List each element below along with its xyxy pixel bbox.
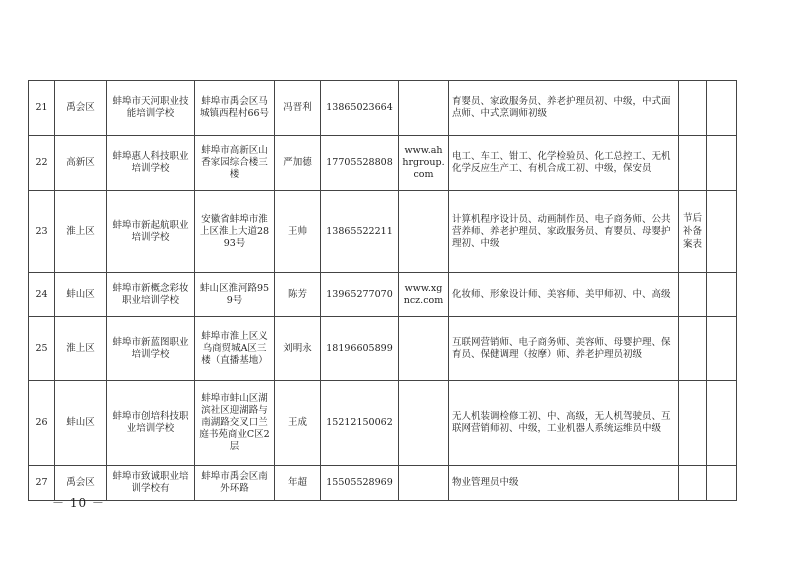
cell-address: 蚌埠市禹会区南外环路 — [195, 466, 275, 501]
page-number: － 10 － — [52, 496, 105, 510]
table-row — [29, 317, 737, 381]
cell-contact: 严加德 — [275, 136, 321, 191]
cell-district: 蚌山区 — [55, 273, 107, 317]
cell-courses: 计算机程序设计员、动画制作员、电子商务师、公共营养师、养老护理员、家政服务员、育婴员、母婴护理初、中级 — [449, 191, 679, 273]
cell-note — [679, 136, 707, 191]
cell-contact: 陈芳 — [275, 273, 321, 317]
cell-district: 淮上区 — [55, 191, 107, 273]
cell-no: 21 — [29, 81, 55, 136]
cell-courses: 物业管理员中级 — [449, 466, 679, 501]
cell-phone: 15505528969 — [321, 466, 399, 501]
cell-note — [679, 466, 707, 501]
cell-district: 高新区 — [55, 136, 107, 191]
cell-no: 25 — [29, 317, 55, 381]
cell-contact: 年超 — [275, 466, 321, 501]
cell-extra — [707, 81, 737, 136]
cell-website: www.xgncz.com — [399, 273, 449, 317]
cell-no: 26 — [29, 381, 55, 466]
cell-extra — [707, 136, 737, 191]
cell-school: 蚌埠市新蓝图职业培训学校 — [107, 317, 195, 381]
training-schools-table — [28, 80, 737, 501]
cell-website — [399, 191, 449, 273]
cell-courses: 育婴员、家政服务员、养老护理员初、中级，中式面点师、中式烹调师初级 — [449, 81, 679, 136]
cell-phone: 13865023664 — [321, 81, 399, 136]
cell-no: 24 — [29, 273, 55, 317]
table-row — [29, 81, 737, 136]
cell-school: 蚌埠市新概念彩妆职业培训学校 — [107, 273, 195, 317]
cell-school: 蚌埠市新起航职业培训学校 — [107, 191, 195, 273]
cell-address: 蚌山区淮河路959号 — [195, 273, 275, 317]
cell-note — [679, 317, 707, 381]
cell-note — [679, 273, 707, 317]
cell-no: 23 — [29, 191, 55, 273]
cell-address: 安徽省蚌埠市淮上区淮上大道2893号 — [195, 191, 275, 273]
cell-school: 蚌埠惠人科技职业培训学校 — [107, 136, 195, 191]
cell-contact: 王帅 — [275, 191, 321, 273]
cell-phone: 18196605899 — [321, 317, 399, 381]
table-row — [29, 273, 737, 317]
cell-courses: 化妆师、形象设计师、美容师、美甲师初、中、高级 — [449, 273, 679, 317]
cell-district: 禹会区 — [55, 466, 107, 501]
cell-phone: 13865522211 — [321, 191, 399, 273]
cell-website — [399, 381, 449, 466]
cell-website — [399, 81, 449, 136]
cell-address: 蚌埠市禹会区马城镇西程村66号 — [195, 81, 275, 136]
table-row — [29, 381, 737, 466]
cell-extra — [707, 317, 737, 381]
cell-extra — [707, 381, 737, 466]
cell-school: 蚌埠市创培科技职业培训学校 — [107, 381, 195, 466]
cell-extra — [707, 466, 737, 501]
table-body — [29, 81, 737, 501]
cell-note — [679, 81, 707, 136]
cell-note: 节后补备案表 — [679, 191, 707, 273]
cell-extra — [707, 273, 737, 317]
cell-contact: 刘明永 — [275, 317, 321, 381]
table-row — [29, 136, 737, 191]
cell-no: 27 — [29, 466, 55, 501]
cell-phone: 17705528808 — [321, 136, 399, 191]
cell-phone: 13965277070 — [321, 273, 399, 317]
cell-school: 蚌埠市天河职业技能培训学校 — [107, 81, 195, 136]
cell-address: 蚌埠市淮上区义乌商贸城A区三楼（直播基地） — [195, 317, 275, 381]
cell-school: 蚌埠市致诚职业培训学校有 — [107, 466, 195, 501]
cell-district: 禹会区 — [55, 81, 107, 136]
table-row — [29, 466, 737, 501]
cell-website — [399, 317, 449, 381]
cell-district: 淮上区 — [55, 317, 107, 381]
cell-courses: 互联网营销师、电子商务师、美容师、母婴护理、保育员、保健调理（按摩）师、养老护理员初级 — [449, 317, 679, 381]
table-row — [29, 191, 737, 273]
cell-website — [399, 466, 449, 501]
cell-district: 蚌山区 — [55, 381, 107, 466]
cell-no: 22 — [29, 136, 55, 191]
cell-extra — [707, 191, 737, 273]
cell-address: 蚌埠市蚌山区湖滨社区迎湖路与南湖路交叉口兰庭书苑商业C区2层 — [195, 381, 275, 466]
cell-courses: 无人机装调检修工初、中、高级，无人机驾驶员、互联网营销师初、中级，工业机器人系统运维员中级 — [449, 381, 679, 466]
cell-courses: 电工、车工、钳工、化学检验员、化工总控工、无机化学反应生产工、有机合成工初、中级，保安员 — [449, 136, 679, 191]
cell-contact: 王成 — [275, 381, 321, 466]
cell-address: 蚌埠市高新区山香家园综合楼三楼 — [195, 136, 275, 191]
cell-website: www.ahhrgroup.com — [399, 136, 449, 191]
cell-note — [679, 381, 707, 466]
cell-contact: 冯晋利 — [275, 81, 321, 136]
cell-phone: 15212150062 — [321, 381, 399, 466]
